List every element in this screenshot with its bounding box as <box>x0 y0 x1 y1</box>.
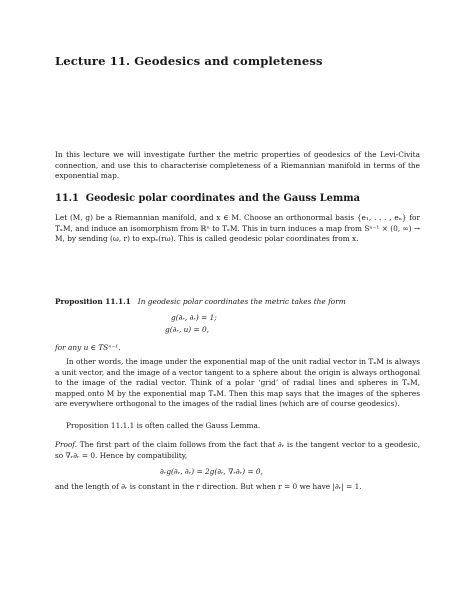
lecture-title: Lecture 11. Geodesics and completeness <box>55 54 323 68</box>
proof-label: Proof. <box>55 440 78 449</box>
proposition-label: Proposition 11.1.1 <box>55 297 131 306</box>
section-heading <box>55 193 360 204</box>
gauss-lemma-paragraph: Proposition 11.1.1 is often called the Gauss Lemma. <box>66 421 261 430</box>
equation-compatibility: ∂ᵣg(∂ᵣ, ∂ᵣ) = 2g(∂ᵣ, ∇ᵣ∂ᵣ) = 0, <box>160 467 263 476</box>
explanation-paragraph: In other words, the image under the exponential map of the unit radial vector in TₓM is always a unit vector, and the image of a vector tangent to a sphere about the origin is always orthogonal to the image of the radial vector. Think of a polar ‘grid’ of radial lines and spheres in TₓM, mapped onto M by the exponential map TₓM. Then this map says that the images of the spheres are everywhere orthogonal to the images of the radial lines (which are of course geodesics). <box>55 357 420 409</box>
proposition-text: In geodesic polar coordinates the metric takes the form <box>137 297 346 306</box>
section-title-text: Geodesic polar coordinates and the Gauss Lemma <box>85 193 360 204</box>
proposition-tail: for any u ∈ TSⁿ⁻¹. <box>55 343 121 352</box>
proof-paragraph <box>55 440 420 461</box>
equation-radial-unit: g(∂ᵣ, ∂ᵣ) = 1; <box>171 313 217 322</box>
intro-paragraph: In this lecture we will investigate further the metric properties of geodesics of the Levi-Civita connection, and use this to characterise completeness of a Riemannian manifold in terms of the exponential map. <box>55 150 420 181</box>
setup-paragraph: Let (M, g) be a Riemannian manifold, and x ∈ M. Choose an orthonormal basis {e₁, . . . , eₙ} for TₓM, and induce an isomorphism from ℝⁿ to TₓM. This in turn induces a map from Sⁿ⁻¹ × (0, ∞) → M, by sending (ω, r) to expₓ(rω). This is called geodesic polar coordinates from x. <box>55 213 420 244</box>
section-number: 11.1 <box>55 193 79 204</box>
proof-text: The first part of the claim follows from the fact that ∂ᵣ is the tangent vector to a geodesic, so ∇ᵣ∂ᵣ = 0. Hence by compatibility, <box>55 440 420 460</box>
proposition-statement <box>55 297 420 308</box>
proof-conclusion: and the length of ∂ᵣ is constant in the r direction. But when r = 0 we have |∂ᵣ| = 1. <box>55 482 362 491</box>
equation-orthogonal: g(∂ᵣ, u) = 0, <box>165 325 210 334</box>
